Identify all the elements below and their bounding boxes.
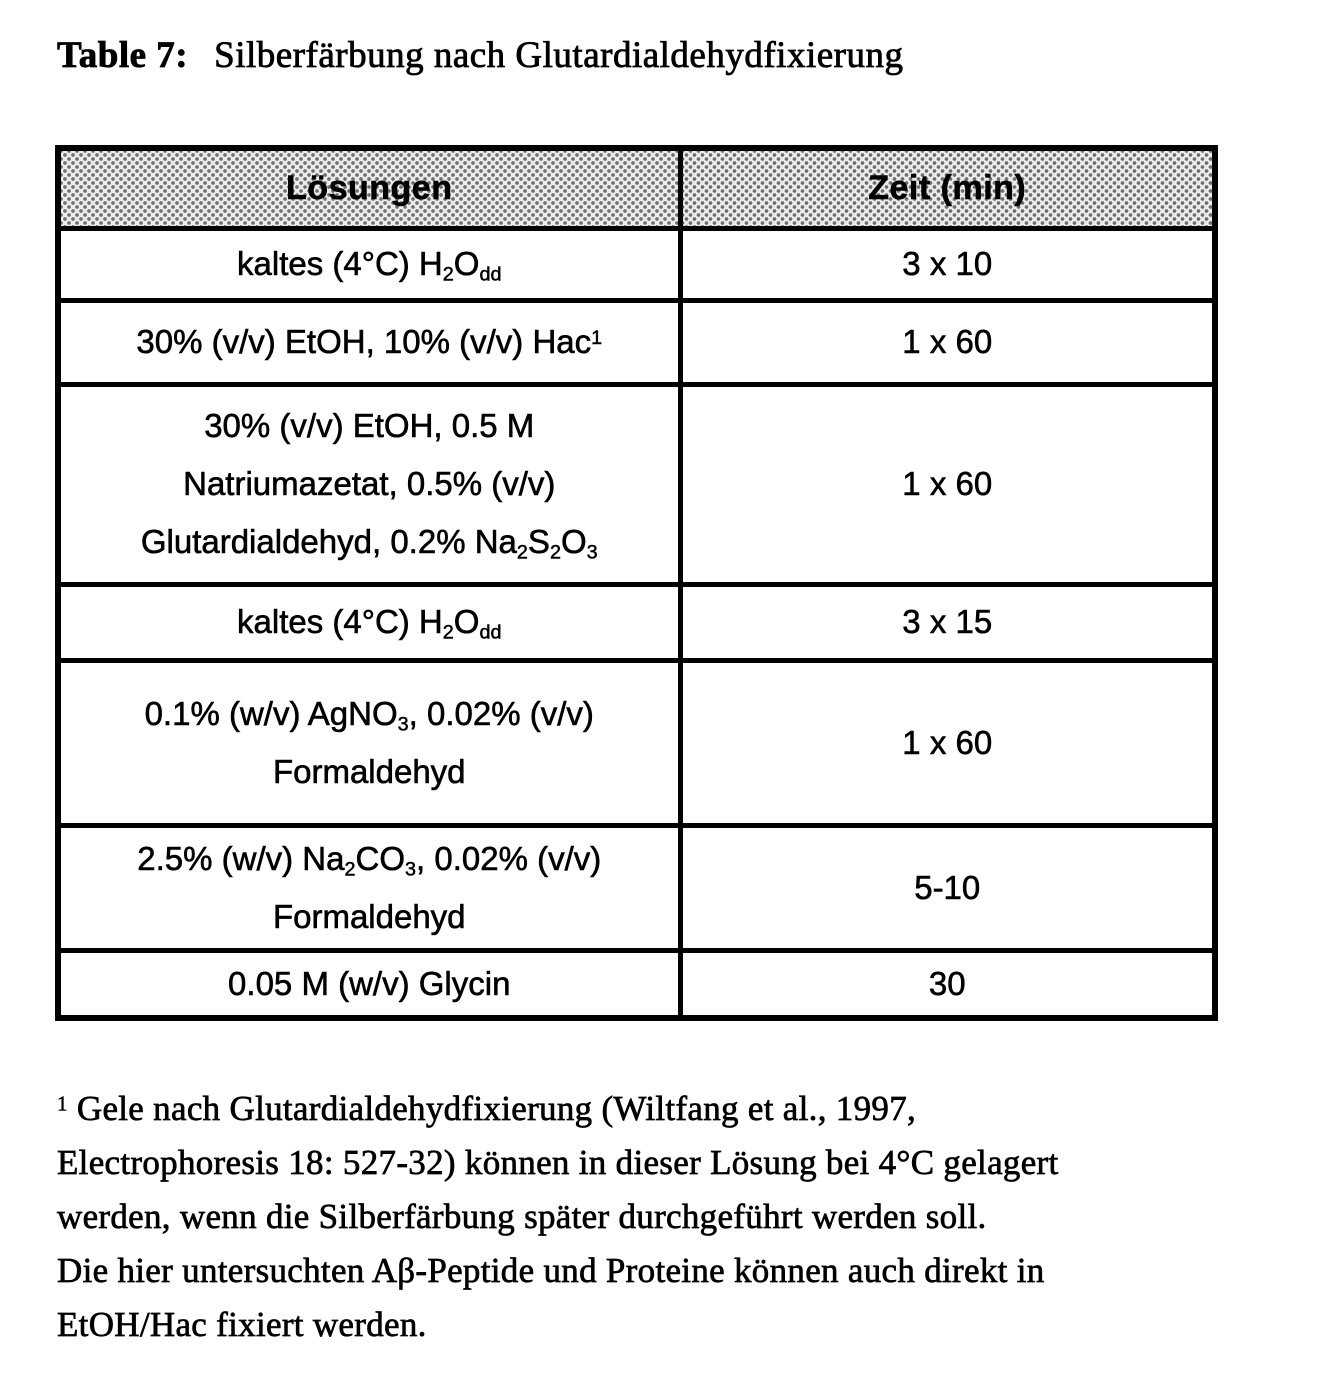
solution-cell: 0.1% (w/v) AgNO$_3$, 0.02% (v/v) Formaldehyd bbox=[58, 660, 680, 825]
table-caption-label: Table 7: bbox=[57, 35, 189, 76]
column-header-solutions: Lösungen bbox=[58, 148, 680, 228]
solution-cell: 30% (v/v) EtOH, 0.5 M Natriumazetat, 0.5% (v/v) Glutardialdehyd, 0.2% $Na_2S_2O_3$ bbox=[58, 384, 680, 584]
time-cell: 30 bbox=[680, 950, 1215, 1018]
footnote-line: $^1$ Gele nach Glutardialdehydfixierung (Wiltfang et al., 1997, bbox=[57, 1089, 917, 1128]
footnote-line: Electrophoresis 18: 527-32) können in dieser Lösung bei 4°C gelagert bbox=[57, 1143, 1059, 1182]
time-cell: 3 x 10 bbox=[680, 228, 1215, 300]
solution-cell: 0.05 M (w/v) Glycin bbox=[58, 950, 680, 1018]
time-cell: 1 x 60 bbox=[680, 384, 1215, 584]
solution-cell: kaltes (4°C) $H_2O_{dd}$ bbox=[58, 584, 680, 660]
table-row bbox=[58, 228, 1215, 300]
solution-cell: kaltes (4°C) $H_2O_{dd}$ bbox=[58, 228, 680, 300]
table-row bbox=[58, 660, 1215, 825]
table-caption-text: Silberfärbung nach Glutardialdehydfixierung bbox=[214, 35, 904, 76]
time-cell: 3 x 15 bbox=[680, 584, 1215, 660]
time-cell: 1 x 60 bbox=[680, 660, 1215, 825]
column-header-time: Zeit (min) bbox=[680, 148, 1215, 228]
table-row bbox=[58, 384, 1215, 584]
solution-cell: 2.5% (w/v) $Na_2CO_3$, 0.02% (v/v) Formaldehyd bbox=[58, 825, 680, 950]
footnote bbox=[57, 1082, 1317, 1352]
table-caption bbox=[57, 34, 903, 77]
table-header-row bbox=[58, 148, 1215, 228]
table-row bbox=[58, 950, 1215, 1018]
footnote-line: EtOH/Hac fixiert werden. bbox=[57, 1305, 427, 1344]
footnote-line: Die hier untersuchten Aβ-Peptide und Proteine können auch direkt in bbox=[57, 1251, 1045, 1290]
footnote-line: werden, wenn die Silberfärbung später durchgeführt werden soll. bbox=[57, 1197, 987, 1236]
table-row bbox=[58, 825, 1215, 950]
solution-cell: 30% (v/v) EtOH, 10% (v/v) Hac$^1$ bbox=[58, 300, 680, 384]
table-row bbox=[58, 300, 1215, 384]
time-cell: 1 x 60 bbox=[680, 300, 1215, 384]
time-cell: 5-10 bbox=[680, 825, 1215, 950]
silver-staining-protocol-table bbox=[55, 145, 1218, 1021]
table-row bbox=[58, 584, 1215, 660]
